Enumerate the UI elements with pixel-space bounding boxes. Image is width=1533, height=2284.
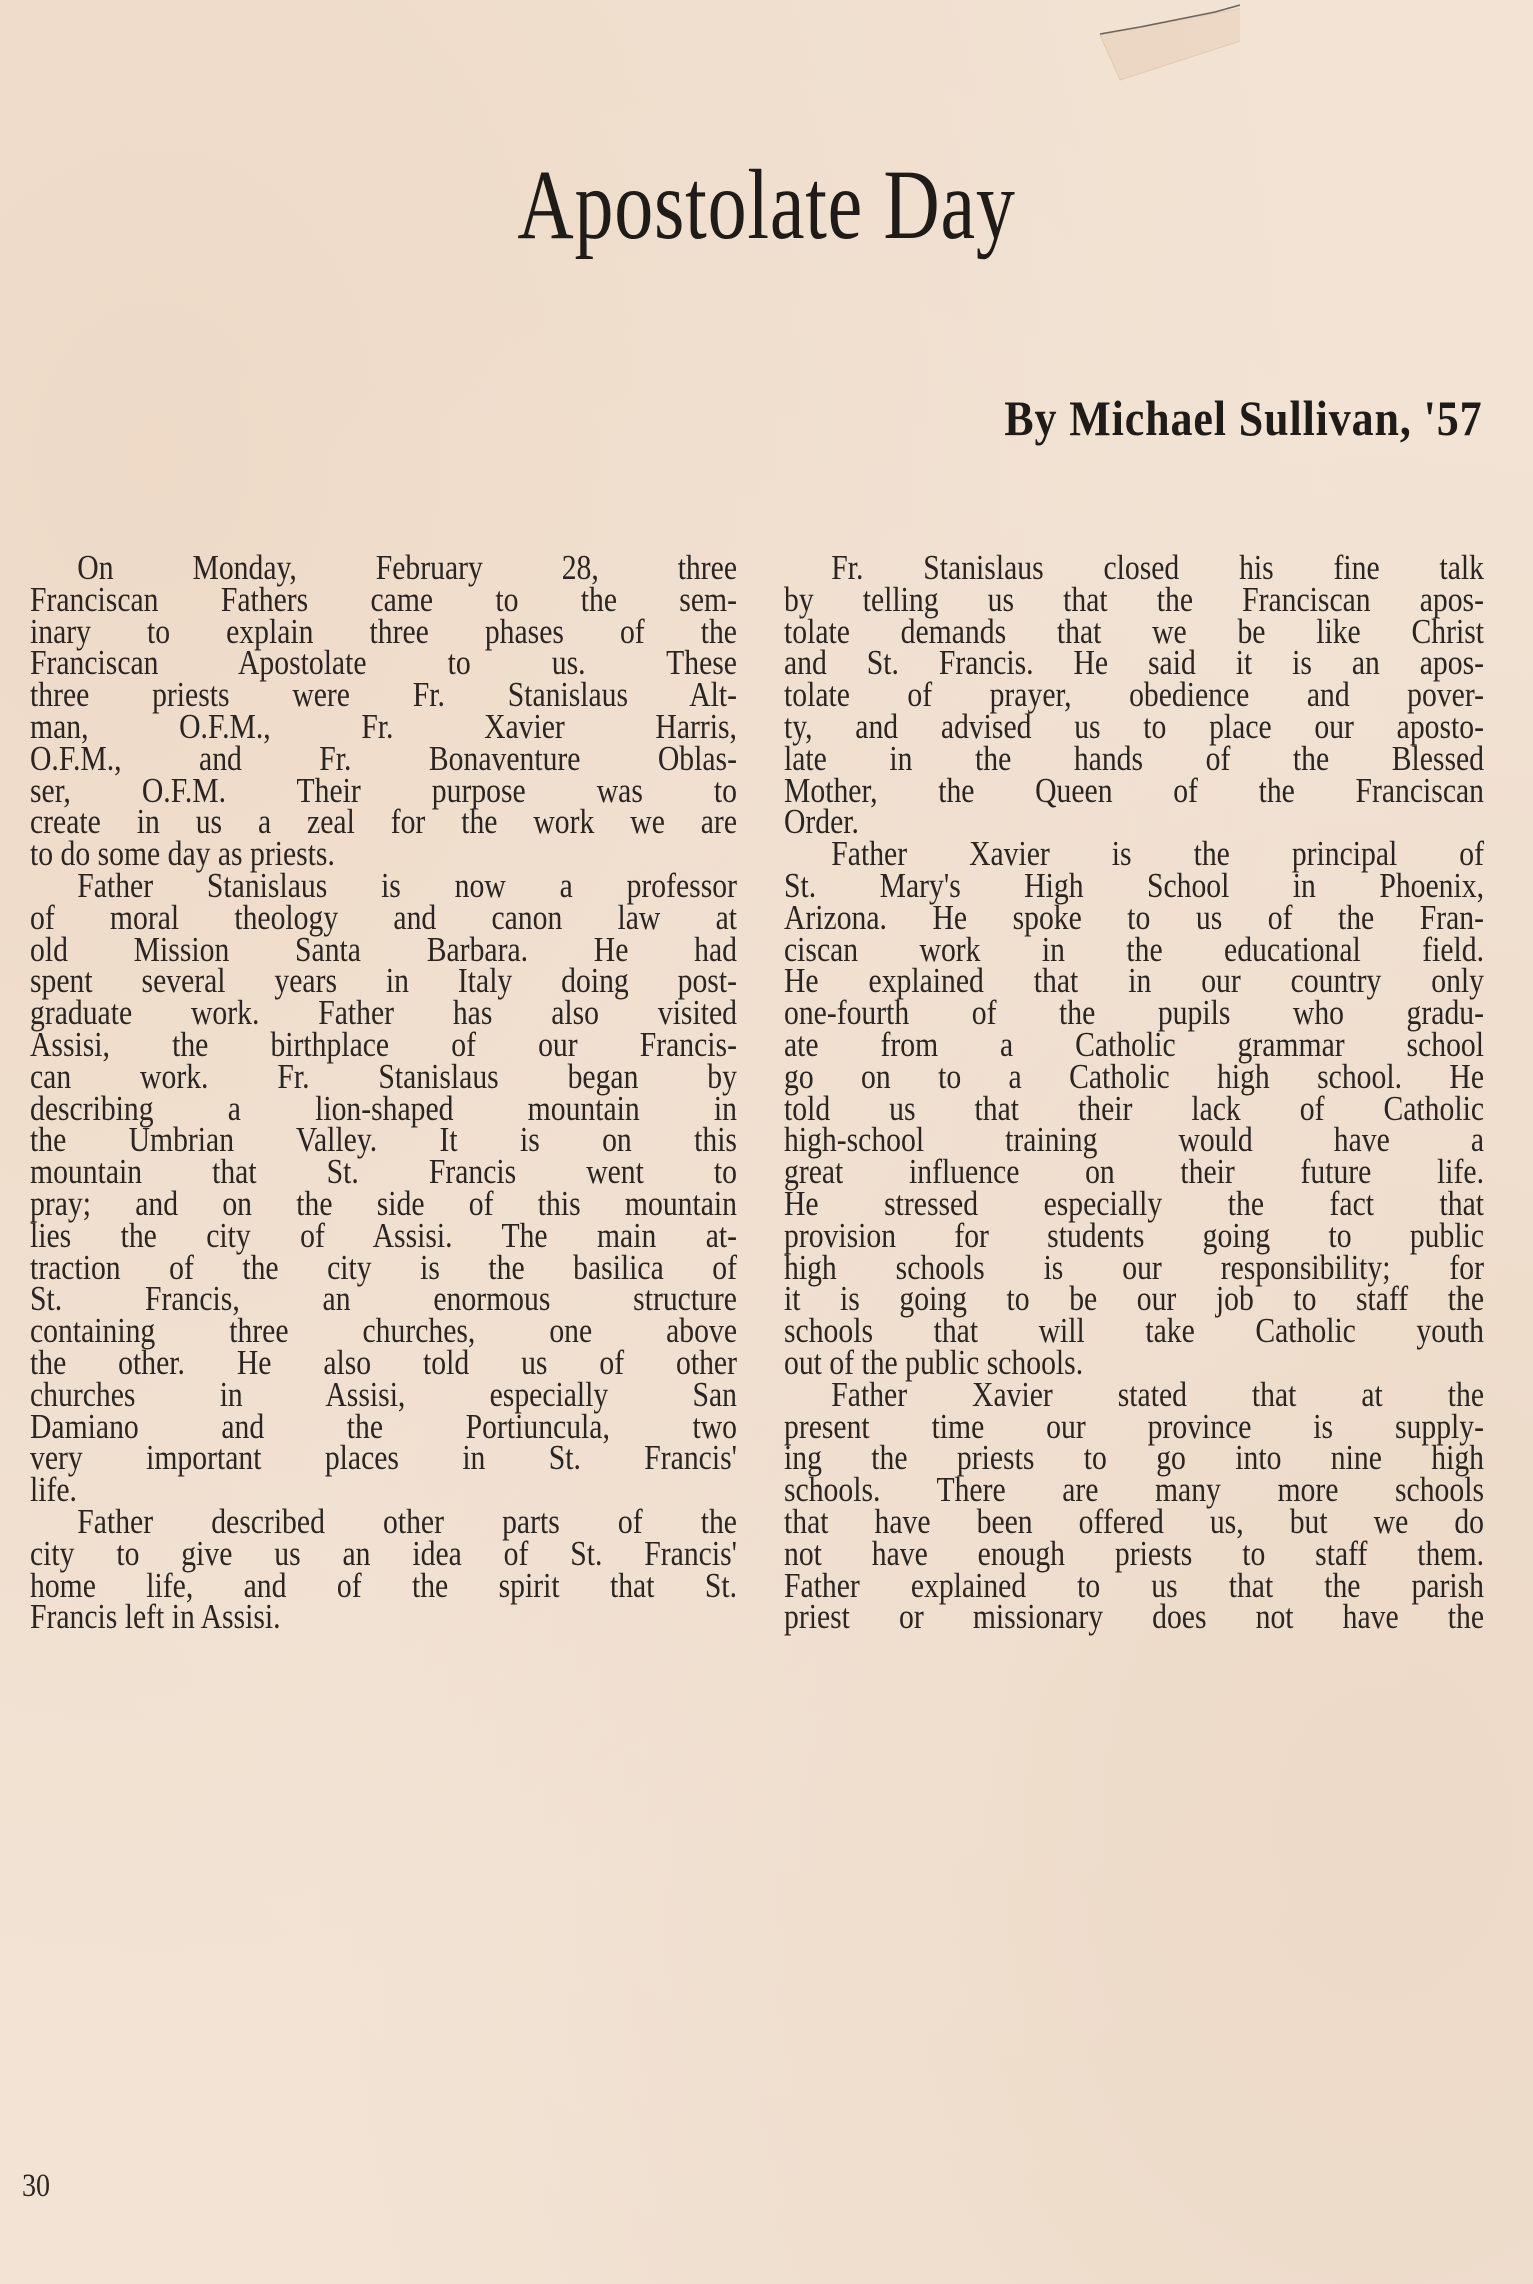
text-line: ate from a Catholic grammar school — [784, 1025, 1484, 1064]
text-line: St. Mary's High School in Phoenix, — [784, 866, 1484, 905]
text-line: of moral theology and canon law at — [30, 898, 737, 937]
text-line: O.F.M., and Fr. Bonaventure Oblas- — [30, 739, 737, 778]
text-line: Father described other parts of the — [77, 1502, 737, 1541]
text-line: to do some day as priests. — [30, 835, 335, 874]
text-line: the Umbrian Valley. It is on this — [30, 1121, 737, 1160]
text-line: old Mission Santa Barbara. He had — [30, 930, 737, 969]
text-line: Father Stanislaus is now a professor — [77, 866, 737, 905]
text-line: churches in Assisi, especially San — [30, 1375, 737, 1414]
text-line: Francis left in Assisi. — [30, 1598, 281, 1637]
text-line: city to give us an idea of St. Francis' — [30, 1534, 737, 1573]
text-line: inary to explain three phases of the — [30, 612, 737, 651]
text-line: provision for students going to public — [784, 1216, 1484, 1255]
text-line: it is going to be our job to staff the — [784, 1280, 1484, 1319]
text-line: St. Francis, an enormous structure — [30, 1280, 737, 1319]
text-line: not have enough priests to staff them. — [784, 1534, 1484, 1573]
right-column — [784, 549, 1484, 1637]
text-line: ing the priests to go into nine high — [784, 1439, 1484, 1478]
left-column — [30, 549, 737, 1637]
text-line: Franciscan Apostolate to us. These — [30, 644, 737, 683]
text-line: mountain that St. Francis went to — [30, 1153, 737, 1192]
text-line: can work. Fr. Stanislaus began by — [30, 1057, 737, 1096]
text-line: create in us a zeal for the work we are — [30, 803, 737, 842]
text-line: ty, and advised us to place our aposto- — [784, 707, 1484, 746]
text-line: priest or missionary does not have the — [784, 1598, 1484, 1637]
text-line: traction of the city is the basilica of — [30, 1248, 737, 1287]
text-line: by telling us that the Franciscan apos- — [784, 580, 1484, 619]
text-line: graduate work. Father has also visited — [30, 994, 737, 1033]
text-line: On Monday, February 28, three — [77, 549, 737, 587]
text-line: high-school training would have a — [784, 1121, 1484, 1160]
text-line: Father Xavier stated that at the — [831, 1375, 1484, 1414]
text-line: the other. He also told us of other — [30, 1343, 737, 1382]
text-line: go on to a Catholic high school. He — [784, 1057, 1484, 1096]
text-line: ciscan work in the educational field. — [784, 930, 1484, 969]
text-line: tolate demands that we be like Christ — [784, 612, 1484, 651]
text-line: Father Xavier is the principal of — [831, 835, 1484, 874]
article-byline: By Michael Sullivan, '57 — [1004, 390, 1483, 446]
text-line: ser, O.F.M. Their purpose was to — [30, 771, 737, 810]
text-line: Mother, the Queen of the Franciscan — [784, 771, 1484, 810]
text-line: great influence on their future life. — [784, 1153, 1484, 1192]
text-line: told us that their lack of Catholic — [784, 1089, 1484, 1128]
text-line: very important places in St. Francis' — [30, 1439, 737, 1478]
text-line: tolate of prayer, obedience and pover- — [784, 676, 1484, 715]
text-line: high schools is our responsibility; for — [784, 1248, 1484, 1287]
text-line: Assisi, the birthplace of our Francis- — [30, 1025, 737, 1064]
text-line: and St. Francis. He said it is an apos- — [784, 644, 1484, 683]
text-line: containing three churches, one above — [30, 1312, 737, 1351]
text-line: He stressed especially the fact that — [784, 1184, 1484, 1223]
text-line: present time our province is supply- — [784, 1407, 1484, 1446]
text-line: lies the city of Assisi. The main at- — [30, 1216, 737, 1255]
text-line: spent several years in Italy doing post- — [30, 962, 737, 1001]
pencil-mark — [1050, 0, 1240, 90]
text-line: out of the public schools. — [784, 1343, 1084, 1382]
text-line: describing a lion-shaped mountain in — [30, 1089, 737, 1128]
text-line: pray; and on the side of this mountain — [30, 1184, 737, 1223]
text-line: schools that will take Catholic youth — [784, 1312, 1484, 1351]
text-line: life. — [30, 1471, 77, 1510]
text-line: man, O.F.M., Fr. Xavier Harris, — [30, 707, 737, 746]
page-number: 30 — [22, 2168, 51, 2204]
text-line: three priests were Fr. Stanislaus Alt- — [30, 676, 737, 715]
text-line: one-fourth of the pupils who gradu- — [784, 994, 1484, 1033]
text-line: Fr. Stanislaus closed his fine talk — [831, 549, 1484, 587]
text-line: He explained that in our country only — [784, 962, 1484, 1001]
text-line: schools. There are many more schools — [784, 1471, 1484, 1510]
article-title: Apostolate Day — [517, 149, 1016, 260]
text-line: home life, and of the spirit that St. — [30, 1566, 737, 1605]
text-line: Order. — [784, 803, 859, 842]
text-line: Franciscan Fathers came to the sem- — [30, 580, 737, 619]
text-line: Arizona. He spoke to us of the Fran- — [784, 898, 1484, 937]
text-line: that have been offered us, but we do — [784, 1502, 1484, 1541]
text-line: late in the hands of the Blessed — [784, 739, 1484, 778]
text-line: Damiano and the Portiuncula, two — [30, 1407, 737, 1446]
text-line: Father explained to us that the parish — [784, 1566, 1484, 1605]
